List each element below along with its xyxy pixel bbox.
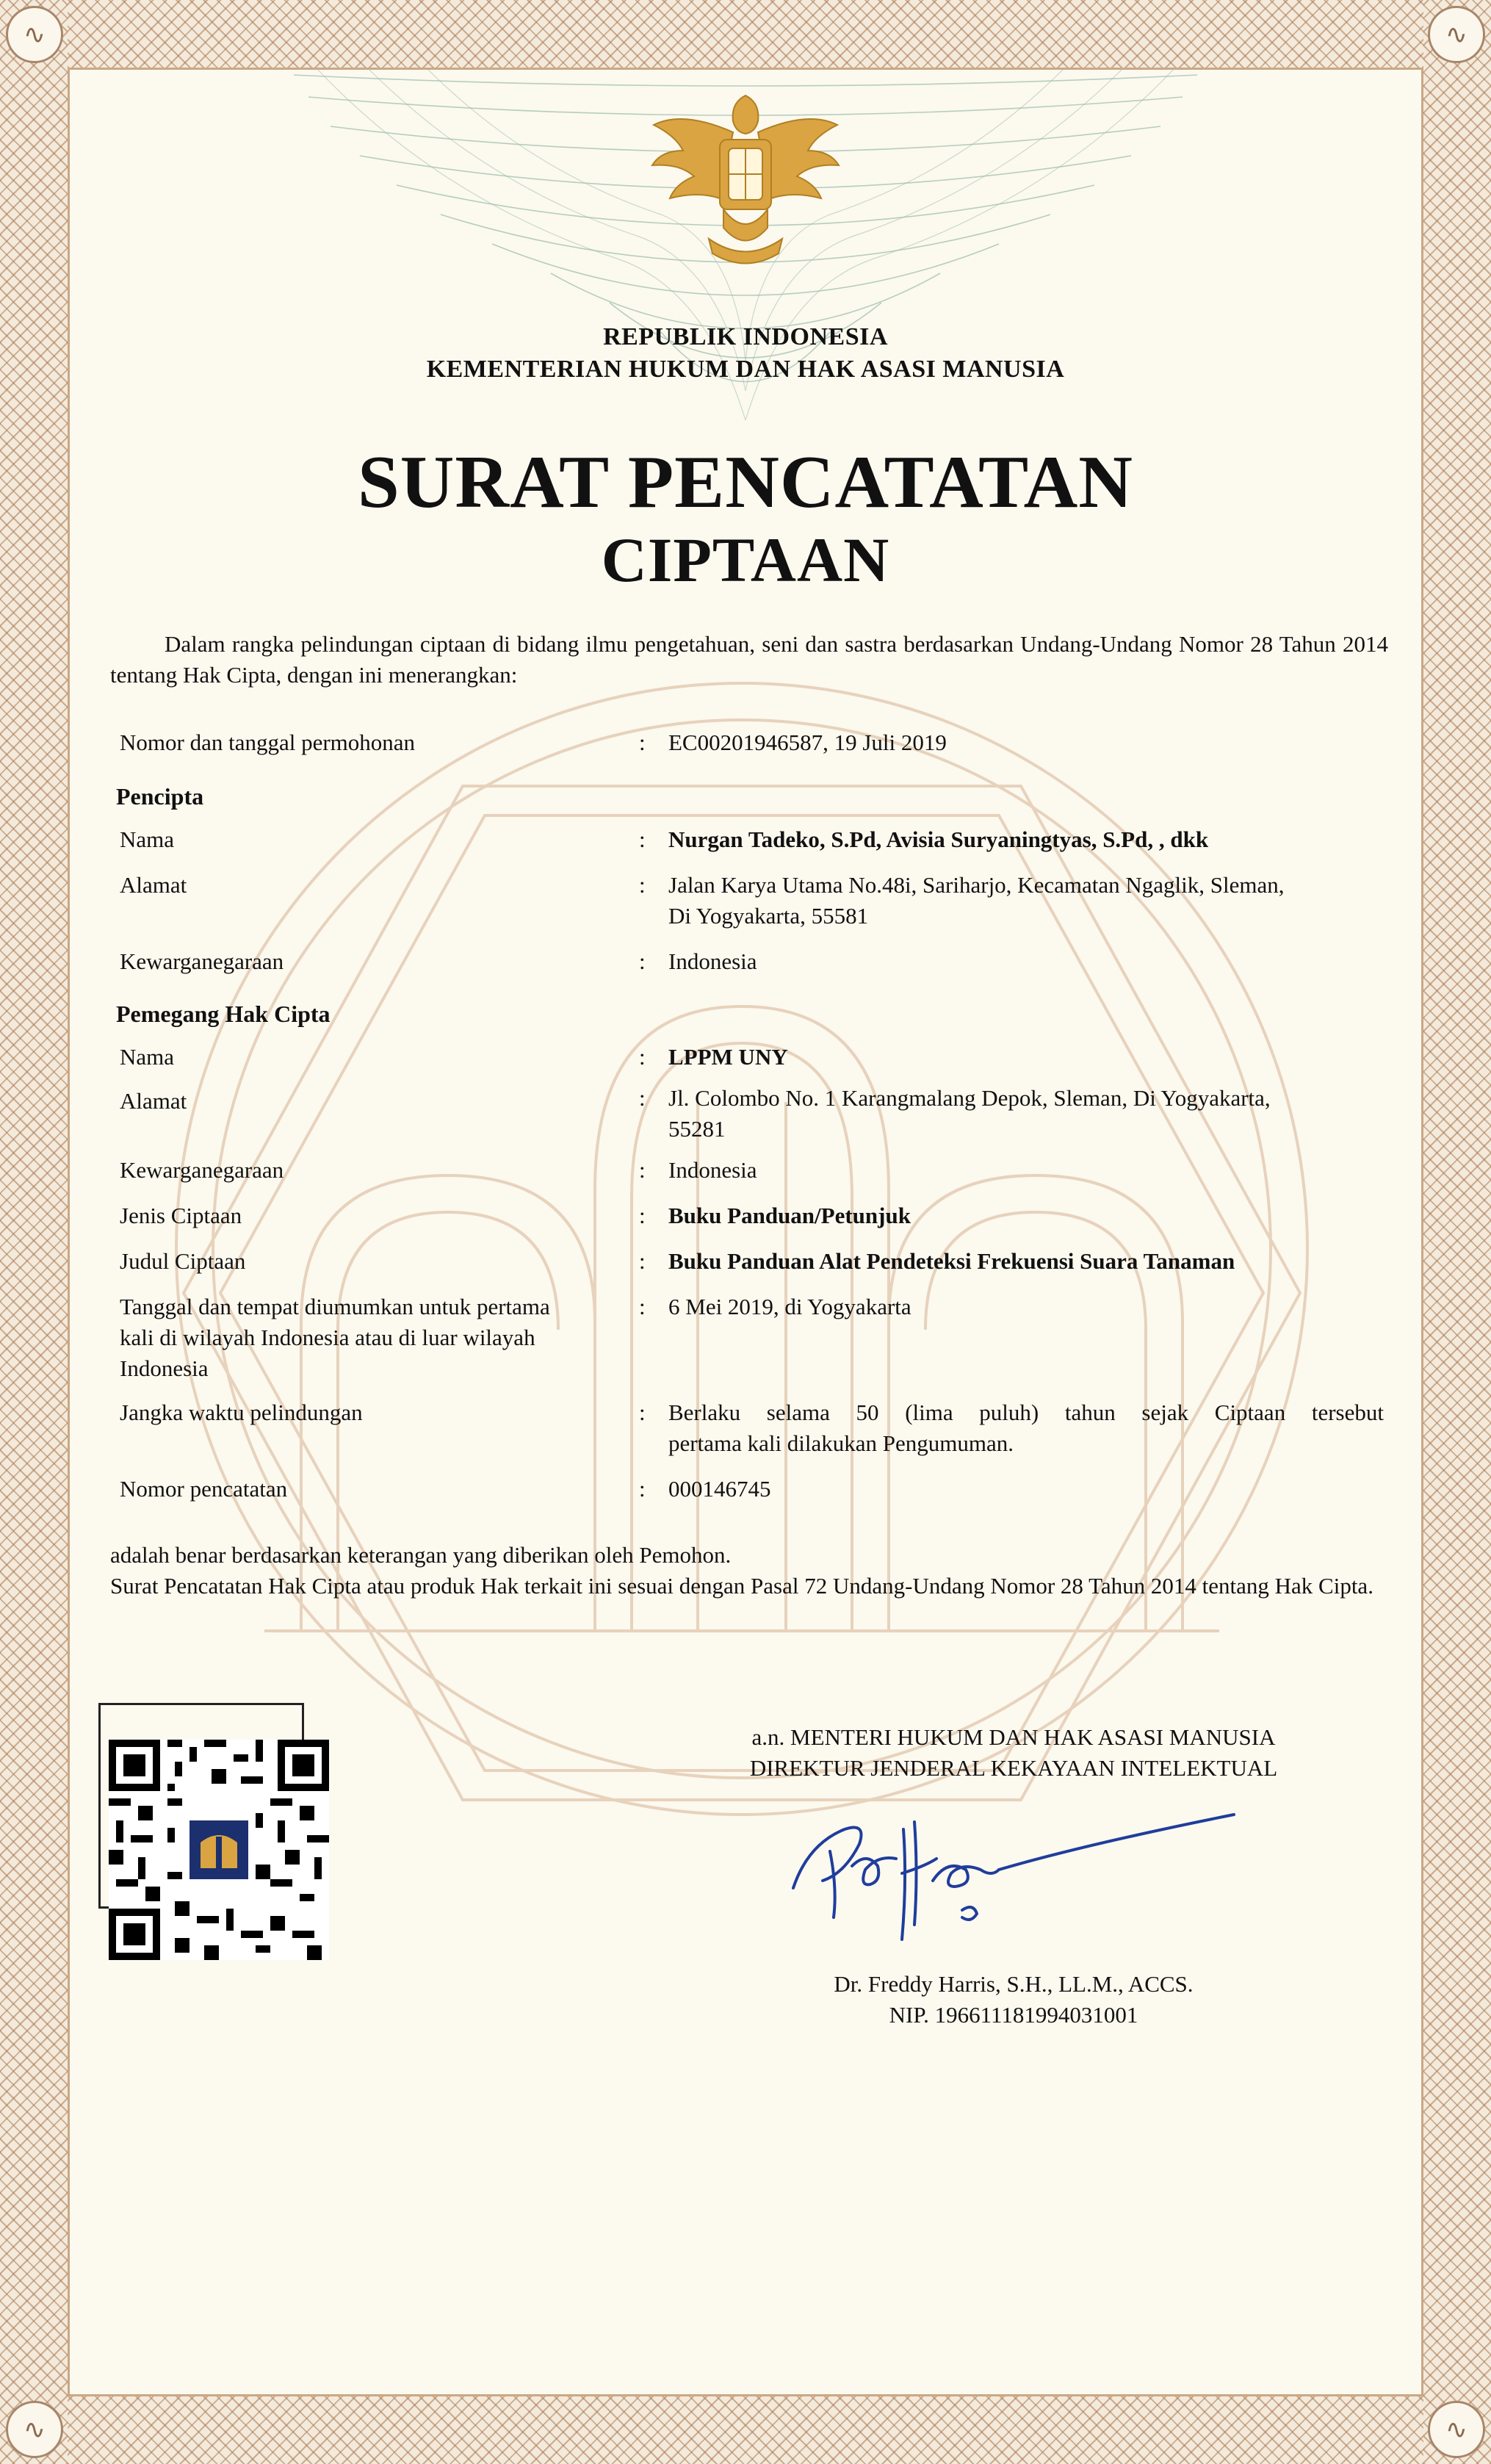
signatory-line1: a.n. MENTERI HUKUM DAN HAK ASASI MANUSIA [751, 1724, 1276, 1750]
colon: : [639, 730, 646, 755]
colon: : [639, 1294, 646, 1319]
jangka-waktu-line2: pertama kali dilakukan Pengumuman. [668, 1430, 1014, 1456]
jangka-waktu-label: Jangka waktu pelindungan [120, 1399, 363, 1425]
colon: : [639, 948, 646, 974]
header-kementerian: KEMENTERIAN HUKUM DAN HAK ASASI MANUSIA [426, 356, 1065, 383]
pemegang-alamat-label: Alamat [120, 1088, 187, 1114]
signatory-name: Dr. Freddy Harris, S.H., LL.M., ACCS. [834, 1971, 1194, 1997]
colon: : [639, 1248, 646, 1274]
intro-paragraph: Dalam rangka pelindungan ciptaan di bidang ilmu pengetahuan, seni dan sastra berdasarkan Undang-Undang Nomor 28 Tahun 2014 tentang Hak Cipta, dengan ini menerangkan: [110, 631, 1388, 688]
pencipta-alamat-label: Alamat [120, 872, 187, 898]
pencipta-alamat-line2: Di Yogyakarta, 55581 [668, 903, 869, 929]
header-republik: REPUBLIK INDONESIA [603, 323, 888, 350]
jangka-waktu-line1: Berlaku selama 50 (lima puluh) tahun sejak Ciptaan tersebut [668, 1399, 1384, 1425]
colon: : [639, 1085, 646, 1111]
corner-ornament-icon: ∿ [6, 2401, 63, 2458]
colon: : [639, 1399, 646, 1425]
corner-ornament-icon: ∿ [6, 6, 63, 63]
pemegang-nama-value: LPPM UNY [668, 1044, 788, 1070]
jenis-ciptaan-label: Jenis Ciptaan [120, 1203, 242, 1228]
colon: : [639, 872, 646, 898]
colon: : [639, 1044, 646, 1070]
nomor-pencatatan-label: Nomor pencatatan [120, 1476, 288, 1502]
pemegang-heading: Pemegang Hak Cipta [116, 1001, 331, 1027]
pencipta-kewarganegaraan-label: Kewarganegaraan [120, 948, 284, 974]
pencipta-nama-label: Nama [120, 826, 175, 852]
pemegang-alamat-line1: Jl. Colombo No. 1 Karangmalang Depok, Sleman, Di Yogyakarta, [668, 1085, 1271, 1111]
pencipta-heading: Pencipta [116, 783, 204, 810]
closing-line1: adalah benar berdasarkan keterangan yang diberikan oleh Pemohon. [110, 1542, 732, 1568]
pemegang-kewarganegaraan-label: Kewarganegaraan [120, 1157, 284, 1183]
pemegang-nama-label: Nama [120, 1044, 175, 1070]
certificate-title: SURAT PENCATATAN [358, 441, 1133, 524]
tanggal-label-line3: Indonesia [120, 1355, 209, 1381]
judul-ciptaan-value: Buku Panduan Alat Pendeteksi Frekuensi Suara Tanaman [668, 1248, 1235, 1274]
colon: : [639, 826, 646, 852]
colon: : [639, 1476, 646, 1502]
pencipta-nama-value: Nurgan Tadeko, S.Pd, Avisia Suryaningtyas, S.Pd, , dkk [668, 826, 1209, 852]
corner-ornament-icon: ∿ [1428, 6, 1485, 63]
garuda-emblem-icon [639, 81, 852, 294]
permohonan-value: EC00201946587, 19 Juli 2019 [668, 730, 947, 755]
nomor-pencatatan-value: 000146745 [668, 1476, 771, 1502]
signatory-nip: NIP. 196611181994031001 [889, 2002, 1138, 2028]
signatory-line2: DIREKTUR JENDERAL KEKAYAAN INTELEKTUAL [749, 1755, 1278, 1781]
judul-ciptaan-label: Judul Ciptaan [120, 1248, 246, 1274]
qr-code-icon [109, 1740, 329, 1960]
tanggal-label-line1: Tanggal dan tempat diumumkan untuk pertama [120, 1294, 550, 1319]
tanggal-value: 6 Mei 2019, di Yogyakarta [668, 1294, 911, 1319]
pencipta-kewarganegaraan-value: Indonesia [668, 948, 757, 974]
pencipta-alamat-line1: Jalan Karya Utama No.48i, Sariharjo, Kecamatan Ngaglik, Sleman, [668, 872, 1285, 898]
colon: : [639, 1157, 646, 1183]
border-bottom [0, 2396, 1491, 2464]
closing-line2: Surat Pencatatan Hak Cipta atau produk Hak terkait ini sesuai dengan Pasal 72 Undang-Undang Nomor 28 Tahun 2014 tentang Hak Cipta. [110, 1573, 1373, 1599]
certificate-subtitle: CIPTAAN [601, 525, 890, 595]
handwritten-signature [779, 1800, 1249, 1947]
permohonan-label: Nomor dan tanggal permohonan [120, 730, 416, 755]
jenis-ciptaan-value: Buku Panduan/Petunjuk [668, 1203, 911, 1228]
pemegang-alamat-line2: 55281 [668, 1116, 726, 1142]
colon: : [639, 1203, 646, 1228]
tanggal-label-line2: kali di wilayah Indonesia atau di luar wilayah [120, 1325, 535, 1350]
border-top [0, 0, 1491, 68]
corner-ornament-icon: ∿ [1428, 2401, 1485, 2458]
pemegang-kewarganegaraan-value: Indonesia [668, 1157, 757, 1183]
